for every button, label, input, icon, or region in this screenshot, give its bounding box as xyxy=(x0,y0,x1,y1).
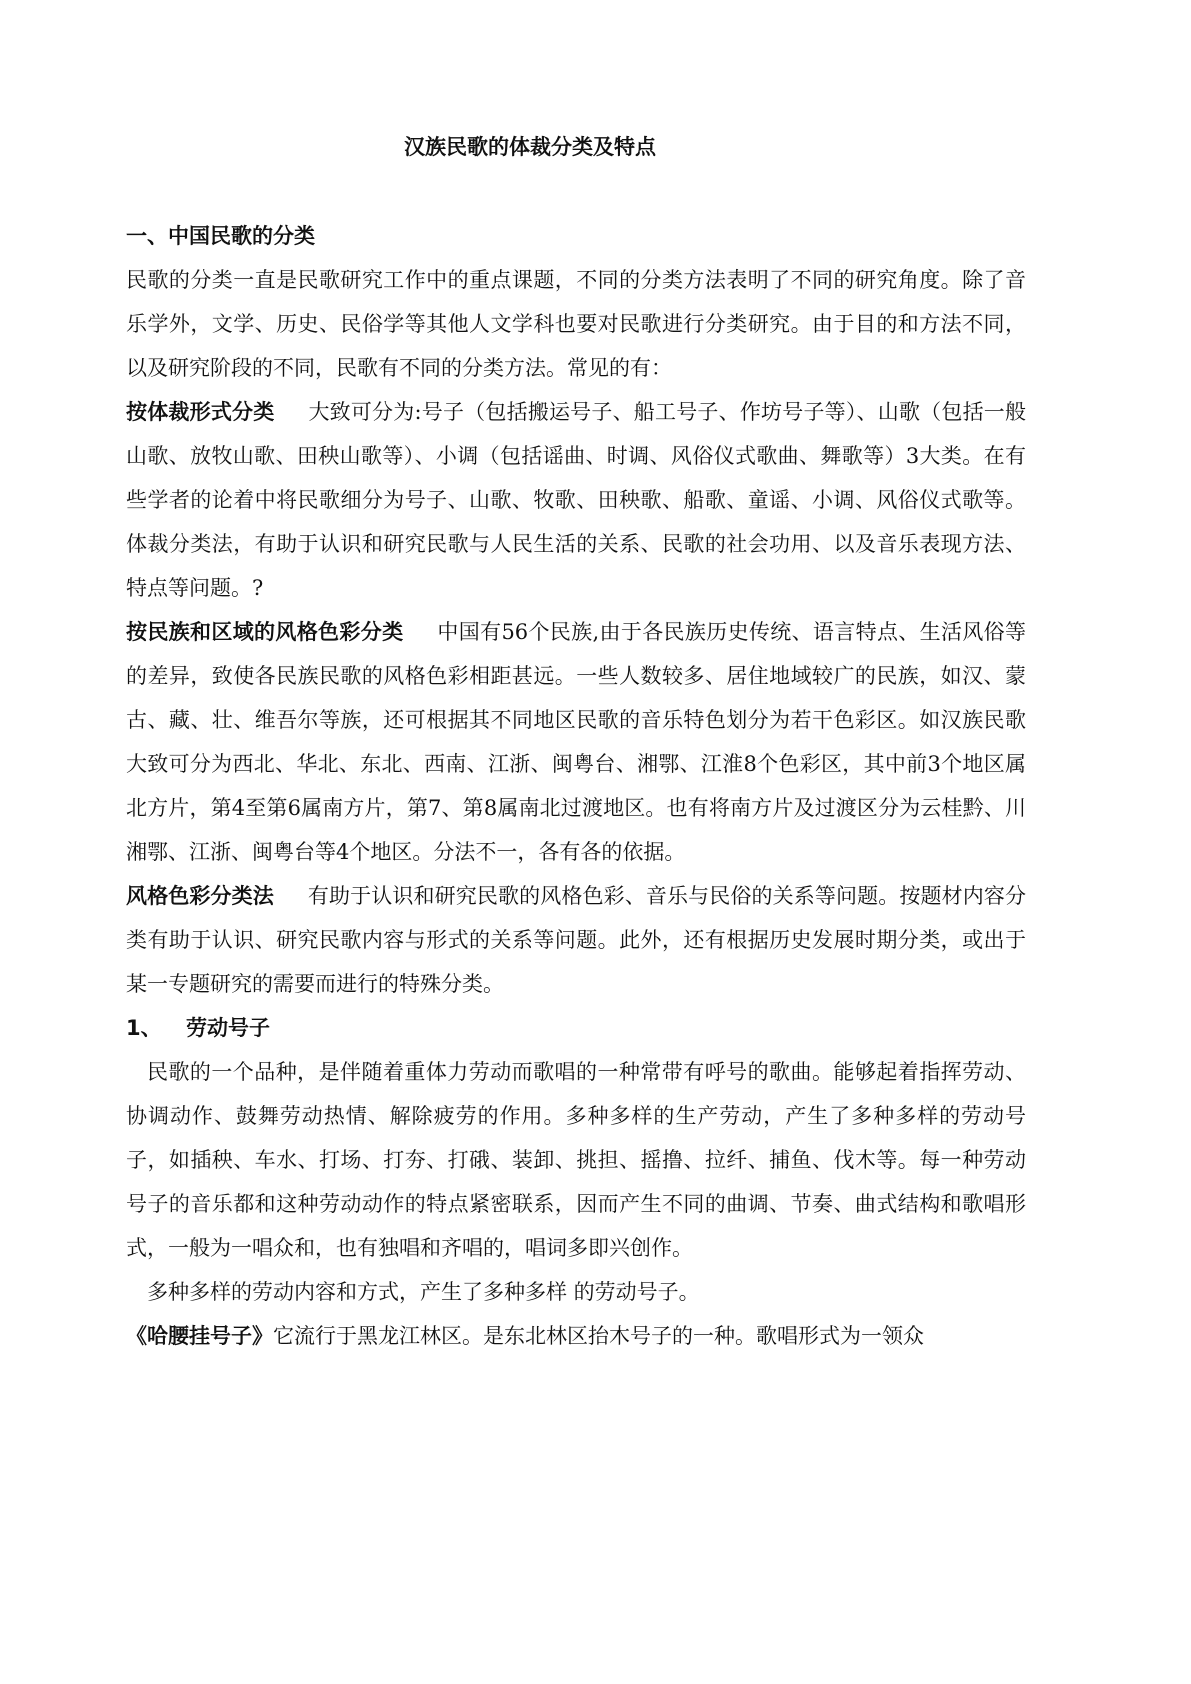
region-classification-lead: 按民族和区域的风格色彩分类 xyxy=(126,620,404,644)
document-body xyxy=(126,214,1026,1358)
style-classification-text: 有助于认识和研究民歌的风格色彩、音乐与民俗的关系等问题。按题材内容分类有助于认识、研究民歌内容与形式的关系等问题。此外，还有根据历史发展时期分类，或出于某一专题研究的需要而进行的特殊分类。 xyxy=(126,884,1026,996)
style-classification-paragraph xyxy=(126,874,1026,1006)
genre-classification-lead: 按体裁形式分类 xyxy=(126,400,275,424)
hayao-song-paragraph xyxy=(126,1314,1026,1358)
hayao-song-title: 《哈腰挂号子》 xyxy=(126,1324,273,1348)
labor-songs-paragraph: 民歌的一个品种，是伴随着重体力劳动而歌唱的一种常带有呼号的歌曲。能够起着指挥劳动、协调动作、鼓舞劳动热情、解除疲劳的作用。多种多样的生产劳动，产生了多种多样的劳动号子，如插秧、车水、打场、打夯、打硪、装卸、挑担、摇撸、拉纤、捕鱼、伐木等。每一种劳动号子的音乐都和这种劳动动作的特点紧密联系，因而产生不同的曲调、节奏、曲式结构和歌唱形式，一般为一唱众和，也有独唱和齐唱的，唱词多即兴创作。 xyxy=(126,1060,1026,1260)
region-classification-text: 中国有56个民族,由于各民族历史传统、语言特点、生活风俗等的差异，致使各民族民歌的风格色彩相距甚远。一些人数较多、居住地域较广的民族，如汉、蒙古、藏、壮、维吾尔等族，还可根据其不同地区民歌的音乐特色划分为若干色彩区。如汉族民歌大致可分为西北、华北、东北、西南、江浙、闽粤台、湘鄂、江淮8个色彩区，其中前3个地区属北方片，第4至第6属南方片，第7、第8属南北过渡地区。也有将南方片及过渡区分为云桂黔、川湘鄂、江浙、闽粤台等4个地区。分法不一，各有各的依据。 xyxy=(126,620,1026,864)
genre-classification-text: 大致可分为:号子（包括搬运号子、船工号子、作坊号子等）、山歌（包括一般山歌、放牧山歌、田秧山歌等）、小调（包括谣曲、时调、风俗仪式歌曲、舞歌等）3大类。在有些学者的论着中将民歌细分为号子、山歌、牧歌、田秧歌、船歌、童谣、小调、风俗仪式歌等。体裁分类法，有助于认识和研究民歌与人民生活的关系、民歌的社会功用、以及音乐表现方法、特点等问题。? xyxy=(126,400,1026,600)
section-heading-text: 劳动号子 xyxy=(186,1016,270,1040)
genre-classification-paragraph xyxy=(126,390,1026,610)
style-classification-lead: 风格色彩分类法 xyxy=(126,884,274,908)
section-number: 1、 xyxy=(126,1016,162,1040)
labor-variety-paragraph: 多种多样的劳动内容和方式，产生了多种多样 的劳动号子。 xyxy=(147,1280,700,1304)
section-heading-labor-songs xyxy=(126,1006,1026,1050)
intro-paragraph: 民歌的分类一直是民歌研究工作中的重点课题，不同的分类方法表明了不同的研究角度。除了音乐学外，文学、历史、民俗学等其他人文学科也要对民歌进行分类研究。由于目的和方法不同，以及研究阶段的不同，民歌有不同的分类方法。常见的有： xyxy=(126,268,1026,380)
section-heading-classification: 一、中国民歌的分类 xyxy=(126,224,315,248)
hayao-song-text: 它流行于黑龙江林区。是东北林区抬木号子的一种。歌唱形式为一领众 xyxy=(273,1324,924,1348)
document-title: 汉族民歌的体裁分类及特点 xyxy=(404,135,656,159)
region-classification-paragraph xyxy=(126,610,1026,874)
